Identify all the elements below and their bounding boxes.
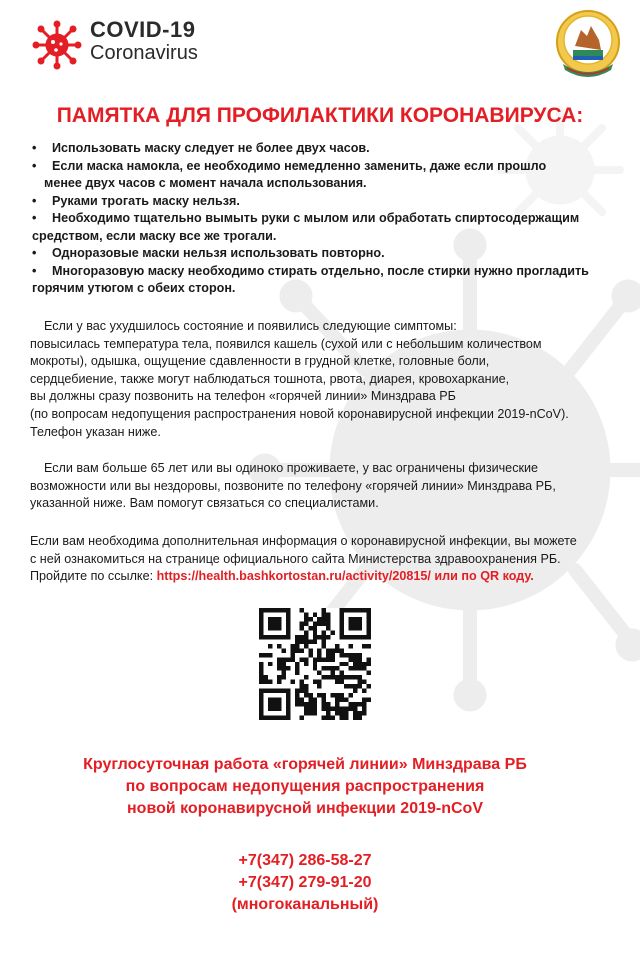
- bullet: •: [32, 211, 37, 225]
- list-item: • Многоразовую маску необходимо стирать отдельно, после стирки нужно прогладить: [32, 263, 622, 281]
- list-item-continuation: средством, если маску все же трогали.: [32, 228, 277, 243]
- info-paragraph: Если вам необходима дополнительная информация о коронавирусной инфекции, вы можете с ней ознакомиться на странице официального сайта Министерства здравоохранения РБ. Пройдите по ссылке: https://health.bashkortostan.ru/activity/20815/ или по QR коду.: [30, 534, 577, 584]
- covid-virus-icon: [32, 20, 82, 70]
- bullet: •: [32, 246, 37, 260]
- bullet: •: [32, 263, 37, 278]
- list-item: • Одноразовые маски нельзя использовать повторно.: [32, 245, 622, 263]
- republic-emblem-icon: [553, 6, 623, 82]
- phone-number[interactable]: +7(347) 279-91-20: [238, 874, 372, 891]
- bullet: •: [32, 141, 37, 155]
- list-item: • Использовать маску следует не более двух часов.: [32, 140, 622, 158]
- mask-rules-list: [32, 140, 622, 298]
- phone-block: [0, 850, 610, 916]
- phone-number[interactable]: +7(347) 286-58-27: [238, 852, 372, 869]
- logo-title: COVID-19: [90, 17, 196, 42]
- hotline-block: Круглосуточная работа «горячей линии» Минздрава РБ по вопросам недопущения распространения новой коронавирусной инфекции 2019-nCoV: [83, 756, 527, 817]
- list-item-continuation: горячим утюгом с обеих сторон.: [32, 281, 236, 295]
- phone-note: (многоканальный): [231, 896, 379, 913]
- bullet: •: [32, 193, 37, 208]
- page-title: ПАМЯТКА ДЛЯ ПРОФИЛАКТИКИ КОРОНАВИРУСА:: [56, 104, 584, 127]
- bullet: •: [32, 158, 37, 173]
- qr-code[interactable]: [259, 608, 371, 720]
- health-site-link[interactable]: https://health.bashkortostan.ru/activity/20815/ или по QR коду.: [156, 569, 534, 584]
- list-item: • Необходимо тщательно вымыть руки с мылом или обработать спиртосодержащим: [32, 210, 622, 228]
- list-item-continuation: менее двух часов с момент начала использования.: [44, 176, 367, 190]
- logo-subtitle: Coronavirus: [90, 42, 198, 64]
- list-item: • Если маска намокла, ее необходимо немедленно заменить, даже если прошло: [32, 158, 622, 176]
- elderly-paragraph: Если вам больше 65 лет или вы одиноко проживаете, у вас ограничены физические возможности или вы нездоровы, позвоните по телефону «горячей линии» Минздрава РБ, указанной ниже. Вам помогут связаться со специалистами.: [30, 461, 556, 511]
- symptoms-paragraph: Если у вас ухудшилось состояние и появились следующие симптомы: повысилась температура тела, появился кашель (сухой или с небольшим количеством мокроты), одышка, ощущение сдавленности в грудной клетке, головные боли, сердцебиение, также могут наблюдаться тошнота, рвота, диарея, кровохаркание, вы должны сразу позвонить на телефон «горячей линии» Минздрава РБ (по вопросам недопущения распространения новой коронавирусной инфекции 2019-nCoV). Телефон указан ниже.: [30, 319, 569, 439]
- list-item: • Руками трогать маску нельзя.: [32, 193, 622, 211]
